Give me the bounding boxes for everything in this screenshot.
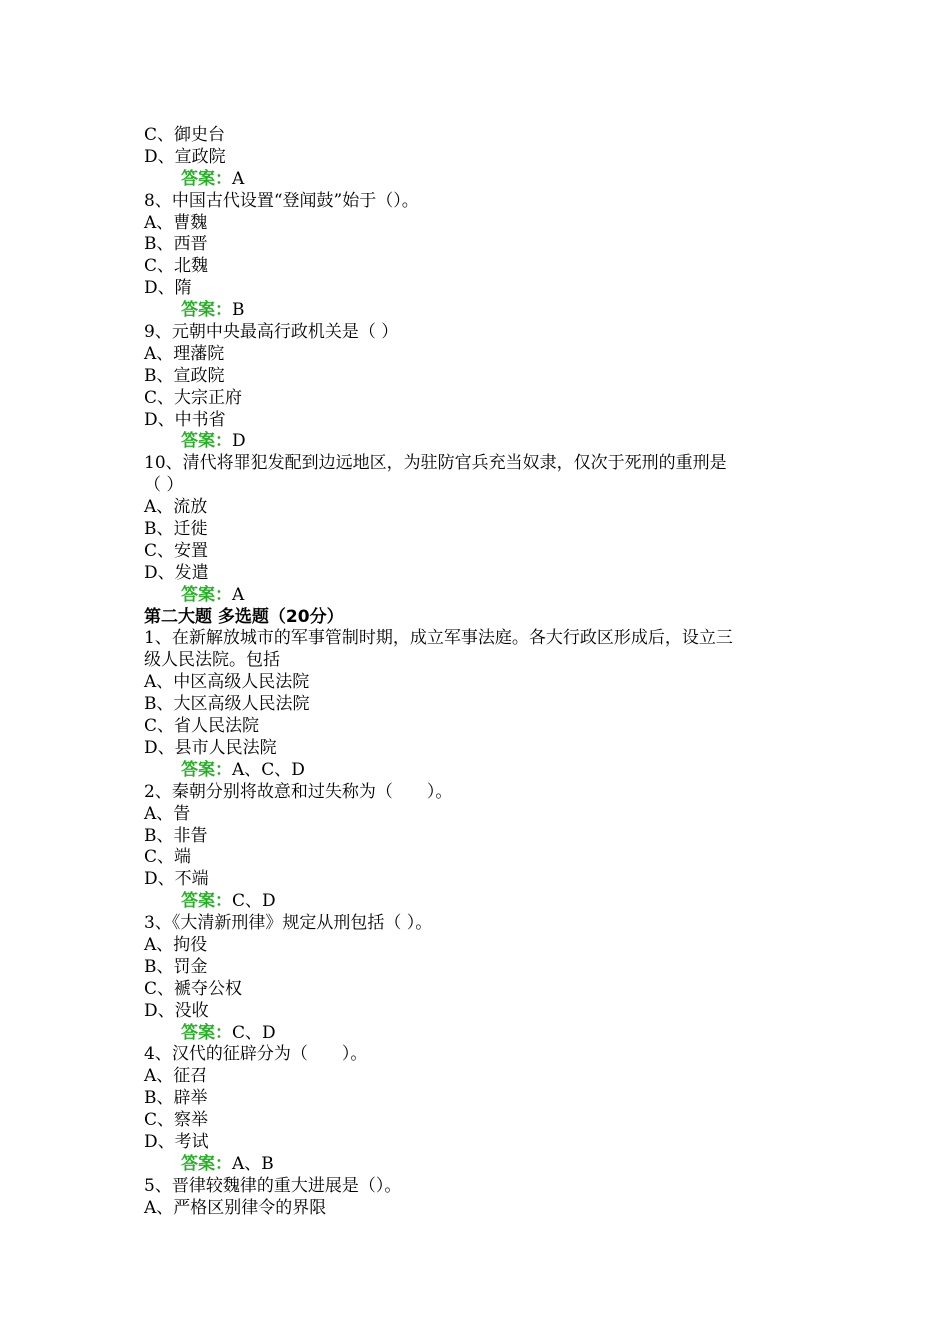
option-m2-b: B、非眚 (144, 825, 208, 846)
option-q9-c: C、大宗正府 (144, 387, 243, 408)
option-m3-b: B、罚金 (144, 956, 208, 977)
option-m3-d: D、没收 (144, 1000, 209, 1021)
answer-label: 答案： (181, 891, 232, 912)
option-q10-a: A、流放 (144, 497, 208, 518)
answer-m1 (144, 760, 814, 782)
question-m2: 2、秦朝分别将故意和过失称为（ ）。 (144, 781, 453, 802)
option-q8-a: A、曹魏 (144, 212, 208, 233)
answer-value: D (232, 431, 246, 452)
answer-label: 答案： (181, 300, 232, 321)
answer-q7 (144, 169, 814, 191)
answer-value: A、C、D (232, 759, 305, 780)
option-m4-b: B、辟举 (144, 1088, 208, 1109)
question-q9: 9、元朝中央最高行政机关是（ ） (144, 322, 399, 343)
answer-value: A、B (232, 1153, 274, 1174)
answer-value: B (232, 300, 245, 321)
question-m1-line1: 1、在新解放城市的军事管制时期，成立军事法庭。各大行政区形成后，设立三 (144, 628, 733, 649)
option-m2-c: C、端 (144, 847, 192, 868)
option-q8-d: D、隋 (144, 278, 192, 299)
question-m5: 5、晋律较魏律的重大进展是（）。 (144, 1175, 402, 1196)
answer-m4 (144, 1154, 814, 1176)
answer-value: A (232, 584, 245, 605)
answer-label: 答案： (181, 759, 232, 780)
document-page (144, 125, 814, 1220)
option-q10-b: B、迁徙 (144, 519, 208, 540)
question-m4: 4、汉代的征辟分为（ ）。 (144, 1044, 368, 1065)
option-m1-c: C、省人民法院 (144, 716, 260, 737)
option-m2-a: A、眚 (144, 803, 191, 824)
option-q8-b: B、西晋 (144, 234, 208, 255)
question-q10-line2: （ ） (144, 475, 184, 496)
answer-label: 答案： (181, 1022, 232, 1043)
option-q7-c: C、御史台 (144, 125, 226, 145)
option-q8-c: C、北魏 (144, 256, 209, 277)
option-q9-d: D、中书省 (144, 409, 226, 430)
option-m3-c: C、褫夺公权 (144, 978, 243, 999)
question-m1-line2: 级人民法院。包括 (144, 650, 280, 671)
option-m4-c: C、察举 (144, 1110, 209, 1131)
option-m1-a: A、中区高级人民法院 (144, 672, 310, 693)
question-q10-line1: 10、清代将罪犯发配到边远地区，为驻防官兵充当奴隶，仅次于死刑的重刑是 (144, 453, 727, 474)
question-m3: 3、《大清新刑律》规定从刑包括（ ）。 (144, 913, 433, 934)
option-q9-a: A、理藩院 (144, 343, 225, 364)
option-q7-d: D、宣政院 (144, 146, 226, 167)
answer-m2 (144, 891, 814, 913)
option-m4-d: D、考试 (144, 1131, 209, 1152)
option-m4-a: A、征召 (144, 1066, 208, 1087)
option-m1-d: D、县市人民法院 (144, 737, 277, 758)
answer-label: 答案： (181, 431, 232, 452)
answer-q8 (144, 300, 814, 322)
option-m3-a: A、拘役 (144, 934, 208, 955)
option-m2-d: D、不端 (144, 869, 209, 890)
question-q8: 8、中国古代设置“登闻鼓”始于（）。 (144, 190, 419, 211)
answer-label: 答案： (181, 1153, 232, 1174)
answer-value: C、D (232, 1022, 276, 1043)
option-q10-c: C、安置 (144, 540, 209, 561)
option-m5-a: A、严格区别律令的界限 (144, 1197, 327, 1218)
answer-q9 (144, 431, 814, 453)
answer-q10 (144, 585, 814, 607)
option-q9-b: B、宣政院 (144, 365, 225, 386)
answer-value: A (232, 168, 245, 189)
option-q10-d: D、发遣 (144, 562, 209, 583)
answer-label: 答案： (181, 168, 232, 189)
option-m1-b: B、大区高级人民法院 (144, 694, 310, 715)
answer-label: 答案： (181, 584, 232, 605)
section-heading: 第二大题 多选题（20分） (144, 606, 344, 627)
answer-value: C、D (232, 891, 276, 912)
answer-m3 (144, 1023, 814, 1045)
